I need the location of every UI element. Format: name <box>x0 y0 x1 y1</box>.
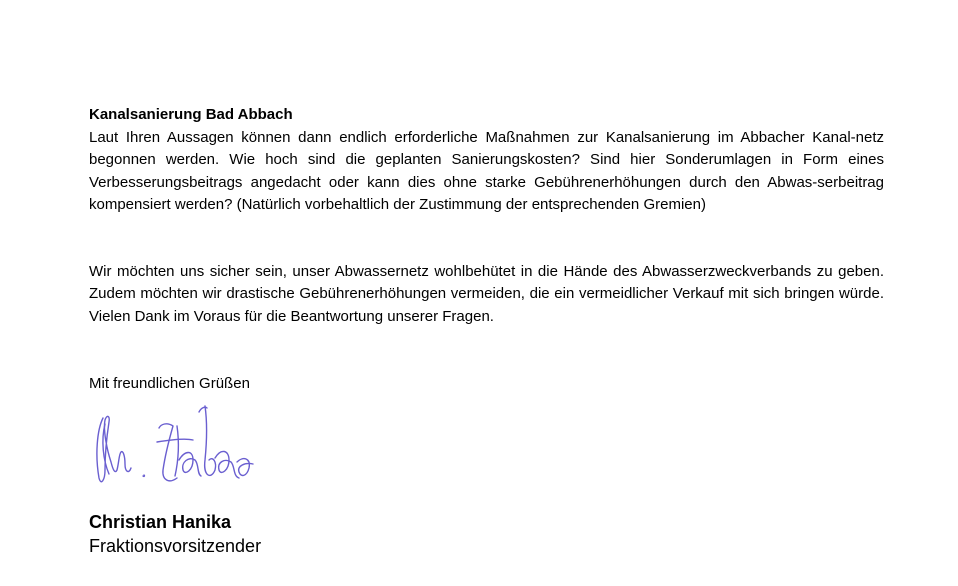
letter-body <box>89 104 884 558</box>
closing-salutation: Mit freundlichen Grüßen <box>89 375 250 392</box>
handwritten-signature <box>89 400 259 496</box>
signer-title: Fraktionsvorsitzender <box>89 535 262 556</box>
paragraph-questions: Laut Ihren Aussagen können dann endlich erforderliche Maßnahmen zur Kanalsanierung im Abbacher Kanal-netz begonnen werden. Wie hoch sind die geplanten Sanierungskosten? Sind hier Sonderumlagen in Form eines Verbesserungsbeitrags angedacht oder kann dies ohne starke Gebührenerhöhungen durch den Abwas-serbeitrag kompensiert werden? (Natürlich vorbehaltlich der Zustimmung der entsprechenden Gremien) <box>89 128 884 213</box>
paragraph-concerns: Wir möchten uns sicher sein, unser Abwassernetz wohlbehütet in die Hände des Abwasserzweckverbands zu geben. Zudem möchten wir drastische Gebührenerhöhungen vermeiden, die ein vermeidlicher Verkauf mit sich bringen würde. Vielen Dank im Voraus für die Beantwortung unserer Fragen. <box>89 262 884 325</box>
section-heading: Kanalsanierung Bad Abbach <box>89 106 293 123</box>
signer-name: Christian Hanika <box>89 511 232 532</box>
